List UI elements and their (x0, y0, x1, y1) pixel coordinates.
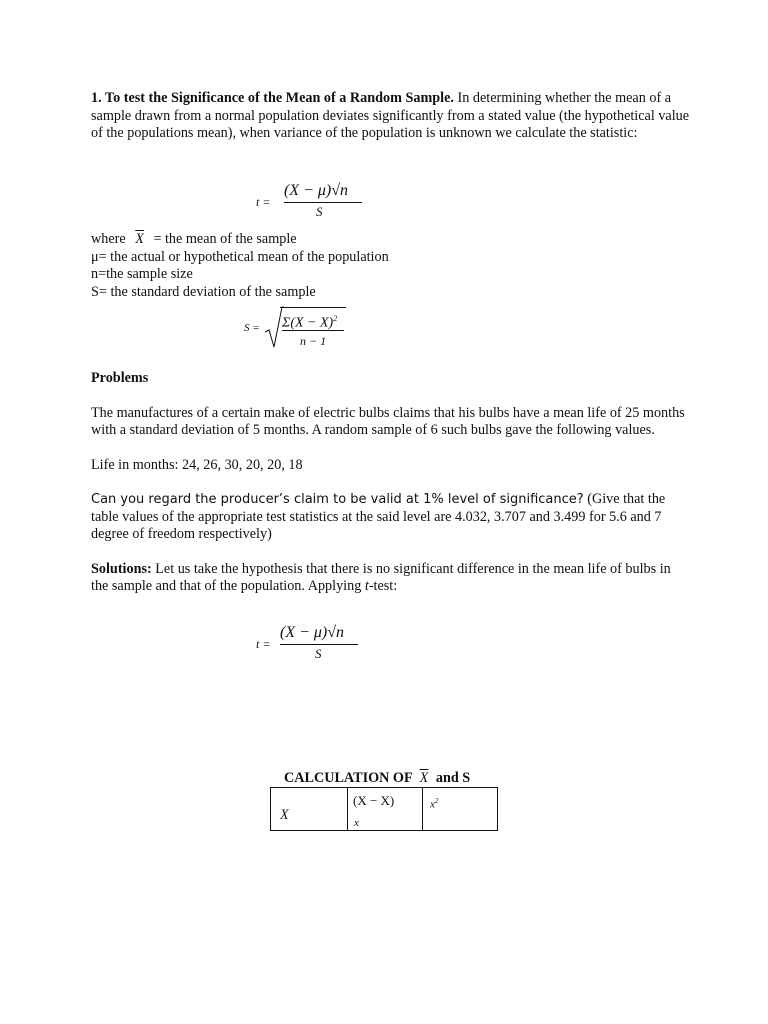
formula-s-numerator-text: Σ(X − X) (282, 315, 334, 331)
calc-col-dev (348, 788, 423, 831)
section-1 (91, 90, 691, 143)
section-1-heading: 1. To test the Significance of the Mean of a Random Sample. (91, 90, 454, 106)
solution-paragraph (91, 561, 691, 596)
definitions (91, 231, 691, 301)
calc-title-b: and S (435, 770, 471, 786)
problems-question (91, 491, 691, 544)
problems-question-b: (Give that the table values of the appropriate test statistics at the said level are 4.032, 3.707 and 3.499 for 5.6 and 7 degree of freedom respectively) (91, 491, 666, 542)
formula-t-fraction (284, 180, 364, 220)
def-s: S= the standard deviation of the sample (91, 283, 316, 300)
formula-s-radical-bar (280, 307, 346, 308)
problems-statement: The manufactures of a certain make of electric bulbs claims that his bulbs have a mean life of 25 months with a standard deviation of 5 months. A random sample of 6 such bulbs gave the following values. (91, 404, 685, 438)
problems-heading-text: Problems (91, 370, 149, 386)
calc-title-a: CALCULATION OF (284, 770, 413, 786)
calc-col-sq-sup: 2 (434, 797, 439, 805)
def-mu: μ= the actual or hypothetical mean of the population (91, 248, 389, 265)
def-xbar-line (91, 231, 691, 249)
calc-col-x-label: X (280, 807, 289, 823)
formula-t2-numerator: (X − μ)√n (280, 624, 345, 641)
sqrt-icon (264, 306, 284, 348)
calc-col-sq-x: x (430, 798, 435, 811)
problems-question-a: Can you regard the producer’s claim to be valid at 1% level of significance? (91, 492, 584, 507)
formula-s (244, 306, 364, 350)
formula-t (256, 180, 376, 220)
section-1-paragraph (91, 90, 691, 143)
formula-t-lhs: t = (256, 195, 271, 209)
problems-heading (91, 370, 691, 388)
formula-t-bar (284, 202, 362, 203)
formula-s-denominator: n − 1 (300, 334, 327, 348)
def-n: n=the sample size (91, 266, 193, 282)
def-xbar-text: = the mean of the sample (153, 231, 297, 247)
solution-t: t (364, 578, 369, 594)
solution-label: Solutions: (91, 560, 152, 577)
solution-text-a: Let us take the hypothesis that there is no significant difference in the mean life of bulbs in the sample and that of the population. Applying (91, 560, 671, 594)
table-row (271, 788, 498, 831)
formula-s-sup: 2 (333, 314, 338, 323)
formula-t2-denominator: S (315, 646, 322, 661)
formula-t2-fraction (280, 622, 360, 662)
formula-t2-lhs: t = (256, 637, 271, 651)
formula-t-denominator: S (316, 204, 323, 219)
calc-col-sq-label (430, 793, 438, 814)
calc-col-dev-top: (X − X) (353, 793, 395, 808)
calc-col-dev-bottom: x (354, 817, 359, 829)
calc-col-sq (423, 788, 498, 831)
formula-s-lhs: S = (244, 322, 260, 334)
problems (91, 370, 691, 596)
formula-s-numerator (282, 310, 337, 332)
solution-text-b: -test: (368, 578, 398, 594)
problems-life: Life in months: 24, 26, 30, 20, 20, 18 (91, 456, 303, 473)
formula-t-numerator: (X − μ)√n (284, 182, 349, 199)
formula-t-2 (256, 622, 376, 662)
formula-s-bar (282, 330, 344, 331)
section-1-intro: In determining whether the mean of a sample drawn from a normal population deviates significantly from a stated value (the hypothetical value of the populations mean), when variance of the population is unknown we calculate the statistic: (91, 90, 690, 141)
calc-table-title (284, 770, 470, 788)
calc-table (270, 787, 498, 831)
def-xbar-symbol: $\overline{X}$ (135, 231, 144, 247)
formula-s-fraction (282, 306, 352, 350)
calc-col-x (271, 788, 348, 831)
calc-title-xbar: $\overline{X}$ (419, 770, 429, 786)
def-where: where (91, 231, 126, 247)
